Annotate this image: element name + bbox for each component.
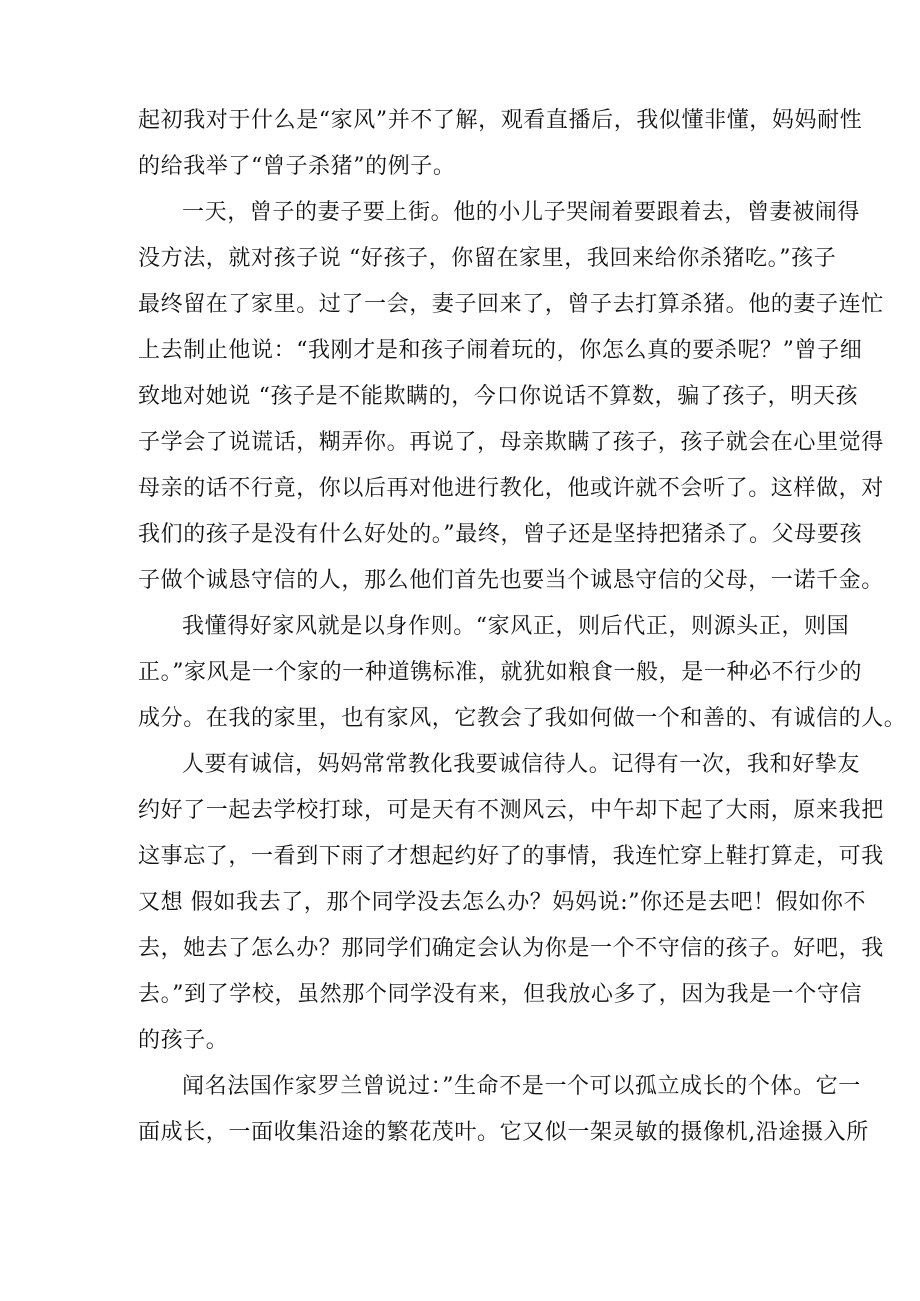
text-line: 起初我对于什么是“家风”并不了解，观看直播后，我似懂非懂，妈妈耐性: [138, 108, 863, 133]
text-line: 我们的孩子是没有什么好处的。”最终，曾子还是坚持把猪杀了。父母要孩: [138, 522, 863, 547]
text-line: 母亲的话不行竟，你以后再对他进行教化，他或许就不会听了。这样做，对: [138, 476, 884, 501]
paragraph-1: [138, 98, 863, 190]
text-line: 上去制止他说：“我刚才是和孩子闹着玩的，你怎么真的要杀呢？”曾子细: [138, 338, 863, 363]
text-line: 一天，曾子的妻子要上街。他的小儿子哭闹着要跟着去，曾妻被闹得: [182, 200, 861, 225]
text-line: 去。”到了学校，虽然那个同学没有来，但我放心多了，因为我是一个守信: [138, 982, 863, 1007]
text-line: 又想 假如我去了，那个同学没去怎么办？妈妈说:”你还是去吧！假如你不: [138, 890, 867, 915]
paragraph-3: [138, 604, 907, 742]
text-line: 去，她去了怎么办？那同学们确定会认为你是一个不守信的孩子。好吧，我: [138, 936, 884, 961]
text-line: 的给我举了“曾子杀猪”的例子。: [138, 154, 456, 179]
paragraph-2: [138, 190, 884, 604]
paragraph-5: [138, 1064, 869, 1156]
text-line: 我懂得好家风就是以身作则。“家风正，则后代正，则源头正，则国: [182, 614, 850, 639]
paragraph-4: [138, 742, 884, 1064]
text-line: 约好了一起去学校打球，可是天有不测风云，中午却下起了大雨，原来我把: [138, 798, 884, 823]
text-line: 这事忘了，一看到下雨了才想起约好了的事情，我连忙穿上鞋打算走，可我: [138, 844, 884, 869]
text-line: 正。”家风是一个家的一种道镌标准，就犹如粮食一般，是一种必不行少的: [138, 660, 863, 685]
text-line: 子做个诚恳守信的人，那么他们首先也要当个诚恳守信的父母，一诺千金。: [138, 568, 884, 593]
text-line: 的孩子。: [138, 1028, 229, 1053]
text-line: 面成长，一面收集沿途的繁花茂叶。它又似一架灵敏的摄像机,沿途摄入所: [138, 1120, 869, 1145]
text-line: 致地对她说 “孩子是不能欺瞒的，今口你说话不算数，骗了孩子，明天孩: [138, 384, 859, 409]
text-line: 没方法，就对孩子说 “好孩子，你留在家里，我回来给你杀猪吃。”孩子: [138, 246, 837, 271]
text-line: 子学会了说谎话，糊弄你。再说了，母亲欺瞒了孩子，孩子就会在心里觉得: [138, 430, 884, 455]
text-line: 最终留在了家里。过了一会，妻子回来了，曾子去打算杀猪。他的妻子连忙: [138, 292, 884, 317]
text-line: 成分。在我的家里，也有家风，它教会了我如何做一个和善的、有诚信的人。: [138, 706, 907, 731]
text-line: 闻名法国作家罗兰曾说过：”生命不是一个可以孤立成长的个体。它一: [182, 1074, 861, 1099]
text-line: 人要有诚信，妈妈常常教化我要诚信待人。记得有一次，我和好挚友: [182, 752, 861, 777]
